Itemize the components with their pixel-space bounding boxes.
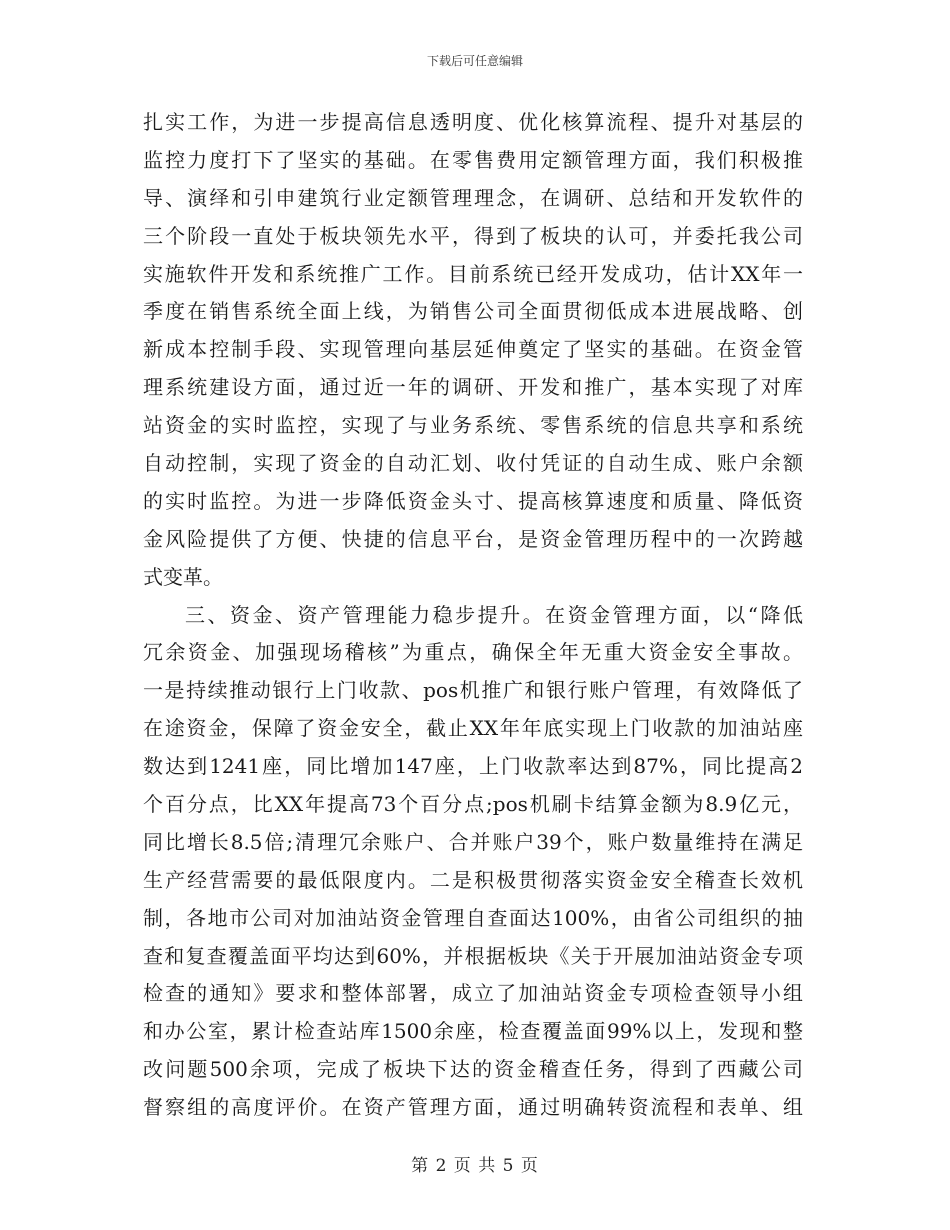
text-line: 同比增长8.5倍;清理冗余账户、合并账户39个，账户数量维持在满足 — [143, 829, 803, 854]
text-line: 一是持续推动银行上门收款、pos机推广和银行账户管理，有效降低了 — [143, 678, 803, 703]
text-line: 改问题500余项，完成了板块下达的资金稽查任务，得到了西藏公司 — [143, 1057, 803, 1082]
text-line: 新成本控制手段、实现管理向基层延伸奠定了坚实的基础。在资金管 — [143, 337, 803, 362]
text-line: 自动控制，实现了资金的自动汇划、收付凭证的自动生成、账户余额 — [143, 451, 803, 476]
text-line: 实施软件开发和系统推广工作。目前系统已经开发成功，估计XX年一 — [143, 261, 803, 286]
page-number-footer: 第 2 页 共 5 页 — [411, 1156, 539, 1176]
text-line: 季度在销售系统全面上线，为销售公司全面贯彻低成本进展战略、创 — [143, 299, 803, 324]
document-body — [143, 104, 803, 1127]
text-line: 导、演绎和引申建筑行业定额管理理念，在调研、总结和开发软件的 — [143, 185, 803, 210]
text-line: 冗余资金、加强现场稽核”为重点，确保全年无重大资金安全事故。 — [143, 640, 803, 665]
text-line: 和办公室，累计检查站库1500余座，检查覆盖面99%以上，发现和整 — [143, 1019, 803, 1044]
text-line: 制，各地市公司对加油站资金管理自查面达100%，由省公司组织的抽 — [143, 905, 803, 930]
text-line: 金风险提供了方便、快捷的信息平台，是资金管理历程中的一次跨越 — [143, 526, 803, 551]
text-line: 督察组的高度评价。在资产管理方面，通过明确转资流程和表单、组 — [143, 1095, 803, 1120]
text-line: 监控力度打下了坚实的基础。在零售费用定额管理方面，我们积极推 — [143, 147, 803, 172]
page-header: 下载后可任意编辑 — [426, 54, 523, 68]
text-line: 检查的通知》要求和整体部署，成立了加油站资金专项检查领导小组 — [143, 981, 803, 1006]
text-line: 数达到1241座，同比增加147座，上门收款率达到87%，同比提高2 — [143, 754, 803, 779]
text-line: 站资金的实时监控，实现了与业务系统、零售系统的信息共享和系统 — [143, 413, 803, 438]
text-line: 在途资金，保障了资金安全，截止XX年年底实现上门收款的加油站座 — [143, 716, 803, 741]
paragraph-start-line: 三、资金、资产管理能力稳步提升。在资金管理方面，以“降低 — [185, 602, 803, 627]
text-line: 三个阶段一直处于板块领先水平，得到了板块的认可，并委托我公司 — [143, 223, 803, 248]
text-line: 查和复查覆盖面平均达到60%，并根据板块《关于开展加油站资金专项 — [143, 943, 803, 968]
text-line: 扎实工作，为进一步提高信息透明度、优化核算流程、提升对基层的 — [143, 110, 803, 134]
text-line: 式变革。 — [143, 564, 223, 589]
text-line: 个百分点，比XX年提高73个百分点;pos机刷卡结算金额为8.9亿元， — [143, 792, 803, 817]
text-line: 生产经营需要的最低限度内。二是积极贯彻落实资金安全稽查长效机 — [143, 867, 803, 892]
text-line: 理系统建设方面，通过近一年的调研、开发和推广，基本实现了对库 — [143, 375, 803, 400]
text-line: 的实时监控。为进一步降低资金头寸、提高核算速度和质量、降低资 — [143, 488, 803, 513]
